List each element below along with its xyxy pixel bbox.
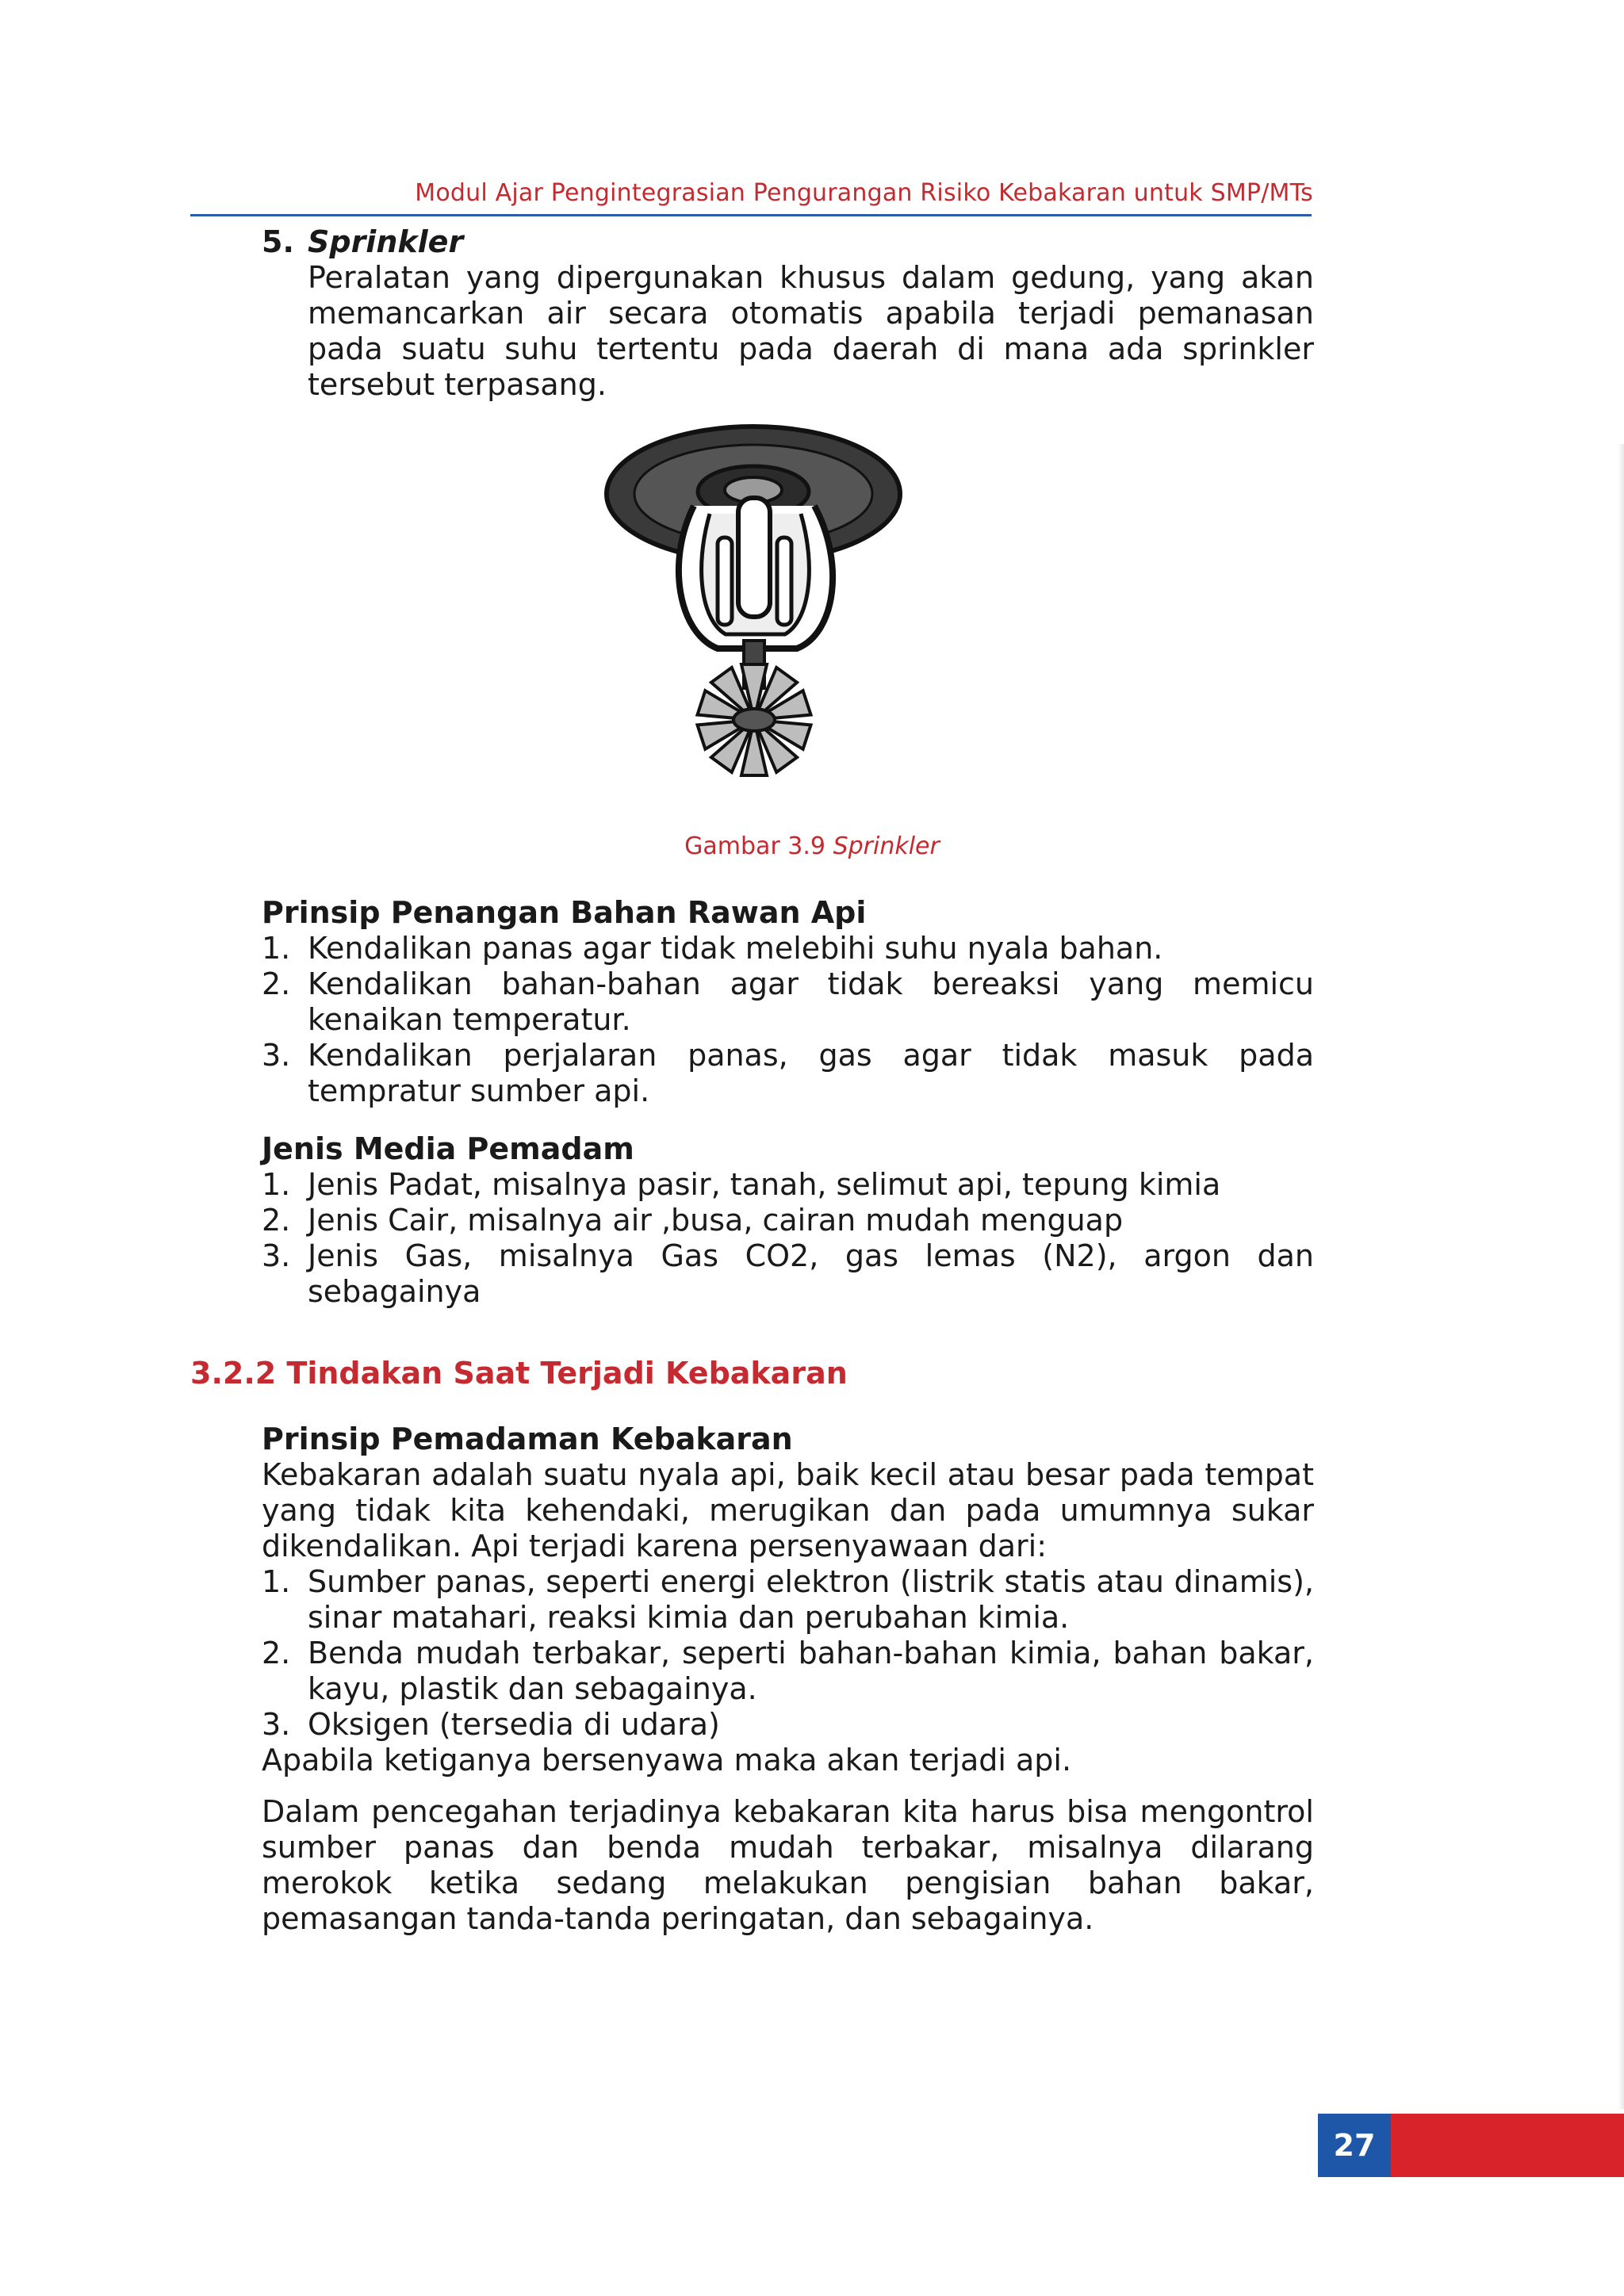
list-item <box>262 1636 1314 1707</box>
list-number: 1. <box>262 931 291 966</box>
list-item <box>262 1203 1314 1238</box>
list-item <box>262 931 1314 966</box>
sprinkler-number: 5. <box>262 224 294 259</box>
list-item <box>262 1238 1314 1310</box>
jenis-media-heading: Jenis Media Pemadam <box>262 1131 634 1166</box>
list-item <box>262 1038 1314 1109</box>
list-text: Jenis Padat, misalnya pasir, tanah, selimut api, tepung kimia <box>308 1167 1221 1202</box>
page-edge-shadow <box>1618 444 1624 2109</box>
list-number: 3. <box>262 1038 291 1073</box>
caption-italic: Sprinkler <box>833 832 940 860</box>
page-number: 27 <box>1318 2114 1391 2177</box>
section-heading: 3.2.2 Tindakan Saat Terjadi Kebakaran <box>190 1356 848 1391</box>
pemadaman-paragraph: Dalam pencegahan terjadinya kebakaran kita harus bisa mengontrol sumber panas dan benda mudah terbakar, misalnya dilarang merokok ketika sedang melakukan pengisian bahan bakar, pemasangan tanda-tanda peringatan, dan sebagainya. <box>262 1794 1314 1936</box>
pemadaman-conclusion: Apabila ketiganya bersenyawa maka akan terjadi api. <box>262 1743 1072 1777</box>
pemadaman-intro: Kebakaran adalah suatu nyala api, baik kecil atau besar pada tempat yang tidak kita kehendaki, merugikan dan pada umumnya sukar dikendalikan. Api terjadi karena persenyawaan dari: <box>262 1457 1314 1563</box>
list-text: Jenis Cair, misalnya air ,busa, cairan mudah menguap <box>308 1203 1124 1238</box>
prinsip-penangan-heading: Prinsip Penangan Bahan Rawan Api <box>262 895 867 930</box>
prinsip-penangan-section <box>262 895 1314 1109</box>
figure-caption <box>0 832 1624 860</box>
prinsip-pemadaman-section <box>262 1422 1314 1937</box>
list-number: 2. <box>262 1203 291 1238</box>
list-text: Kendalikan panas agar tidak melebihi suhu nyala bahan. <box>308 931 1163 966</box>
list-number: 3. <box>262 1238 291 1273</box>
list-item <box>262 1707 1314 1743</box>
jenis-media-section <box>262 1131 1314 1310</box>
list-text: Sumber panas, seperti energi elektron (listrik statis atau dinamis), sinar matahari, reaksi kimia dan perubahan kimia. <box>308 1564 1314 1635</box>
sprinkler-section <box>262 224 1314 403</box>
footer-red-bar <box>1391 2114 1624 2177</box>
sprinkler-title: Sprinkler <box>308 224 464 259</box>
list-number: 1. <box>262 1564 291 1599</box>
list-text: Benda mudah terbakar, seperti bahan-bahan kimia, bahan bakar, kayu, plastik dan sebagainya. <box>308 1636 1314 1706</box>
sprinkler-description: Peralatan yang dipergunakan khusus dalam gedung, yang akan memancarkan air secara otomatis apabila terjadi pemanasan pada suatu suhu tertentu pada daerah di mana ada sprinkler tersebut terpasang. <box>308 260 1314 402</box>
caption-prefix: Gambar 3.9 <box>684 832 833 860</box>
list-number: 2. <box>262 1636 291 1670</box>
list-item <box>262 1167 1314 1203</box>
header-rule <box>190 214 1312 216</box>
sprinkler-illustration <box>599 419 916 783</box>
list-number: 1. <box>262 1167 291 1202</box>
prinsip-pemadaman-heading: Prinsip Pemadaman Kebakaran <box>262 1422 793 1456</box>
list-text: Oksigen (tersedia di udara) <box>308 1707 720 1742</box>
list-item <box>262 1564 1314 1636</box>
running-header: Modul Ajar Pengintegrasian Pengurangan Risiko Kebakaran untuk SMP/MTs <box>415 179 1313 207</box>
list-text: Kendalikan perjalaran panas, gas agar tidak masuk pada tempratur sumber api. <box>308 1038 1314 1108</box>
list-number: 2. <box>262 966 291 1001</box>
list-item <box>262 966 1314 1038</box>
list-text: Jenis Gas, misalnya Gas CO2, gas lemas (N2), argon dan sebagainya <box>308 1238 1314 1309</box>
list-number: 3. <box>262 1707 291 1742</box>
list-text: Kendalikan bahan-bahan agar tidak bereaksi yang memicu kenaikan temperatur. <box>308 966 1314 1037</box>
